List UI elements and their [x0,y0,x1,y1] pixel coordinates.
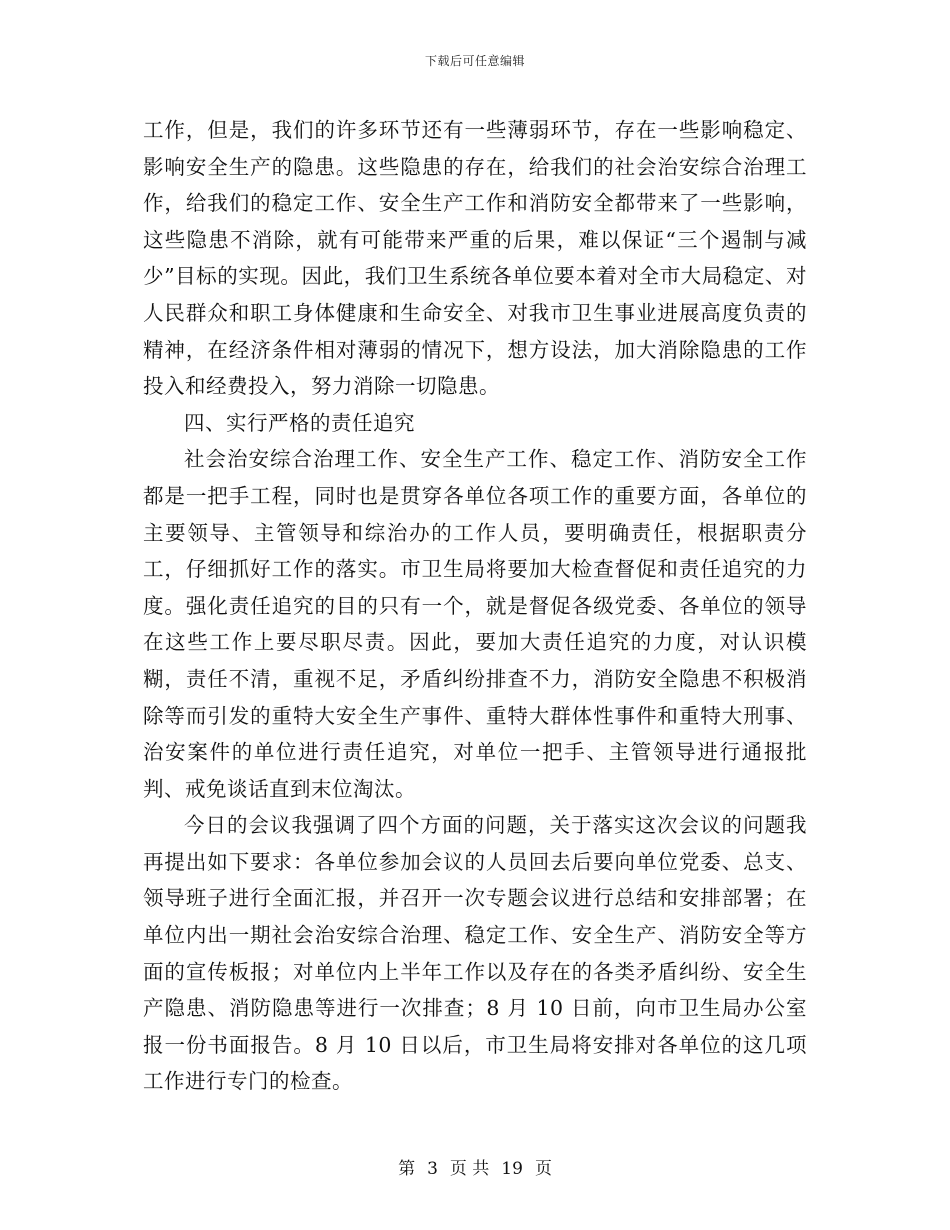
footer-middle: 页 共 [449,1159,490,1179]
section-heading: 四、实行严格的责任追究 [184,410,415,435]
paragraph: 今日的会议我强调了四个方面的问题，关于落实这次会议的问题我再提出如下要求：各单位参加会议的人员回去后要向单位党委、总支、领导班子进行全面汇报，并召开一次专题会议进行总结和安排部署；在单位内出一期社会治安综合治理、稳定工作、安全生产、消防安全等方面的宣传板报；对单位内上半年工作以及存在的各类矛盾纠纷、安全生产隐患、消防隐患等进行一次排查；8 月 10 日前，向市卫生局办公室报一份书面报告。8 月 10 日以后，市卫生局将安排对各单位的这几项工作进行专门的检查。 [143,813,807,1094]
footer-prefix: 第 [398,1159,416,1179]
paragraph: 社会治安综合治理工作、安全生产工作、稳定工作、消防安全工作都是一把手工程，同时也是贯穿各单位各项工作的重要方面，各单位的主要领导、主管领导和综治办的工作人员，要明确责任，根据职责分工，仔细抓好工作的落实。市卫生局将要加大检查督促和责任追究的力度。强化责任追究的目的只有一个，就是督促各级党委、各单位的领导在这些工作上要尽职尽责。因此，要加大责任追究的力度，对认识模糊，责任不清，重视不足，矛盾纠纷排查不力，消防安全隐患不积极消除等而引发的重特大安全生产事件、重特大群体性事件和重特大刑事、治安案件的单位进行责任追究，对单位一把手、主管领导进行通报批判、戒免谈话直到末位淘汰。 [143,447,807,801]
page-header: 下载后可任意编辑 [424,54,525,68]
page-footer [0,1154,950,1179]
current-page-number: 3 [427,1159,438,1179]
footer-suffix: 页 [534,1159,552,1179]
total-pages-number: 19 [501,1159,523,1179]
document-body [143,112,807,1100]
paragraph-continuation: 工作，但是，我们的许多环节还有一些薄弱环节，存在一些影响稳定、影响安全生产的隐患。这些隐患的存在，给我们的社会治安综合治理工作，给我们的稳定工作、安全生产工作和消防安全都带来了一些影响，这些隐患不消除，就有可能带来严重的后果，难以保证“三个遏制与减少”目标的实现。因此，我们卫生系统各单位要本着对全市大局稳定、对人民群众和职工身体健康和生命安全、对我市卫生事业进展高度负责的精神，在经济条件相对薄弱的情况下，想方设法，加大消除隐患的工作投入和经费投入，努力消除一切隐患。 [143,118,807,399]
